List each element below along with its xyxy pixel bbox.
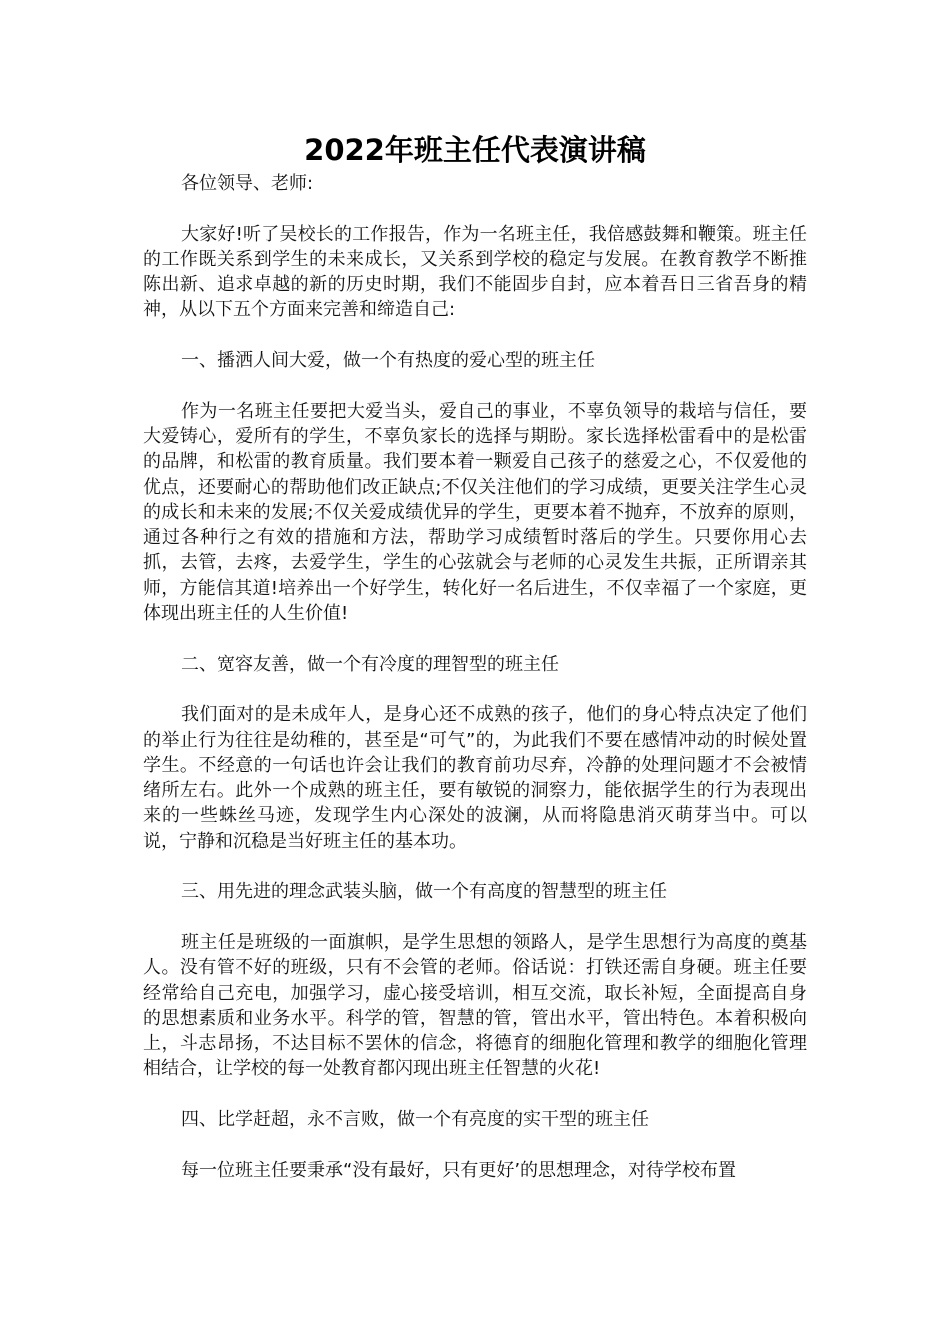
section-heading-4: 四、比学赶超，永不言败，做一个有亮度的实干型的班主任 bbox=[181, 1108, 649, 1130]
paragraph-intro: 大家好!听了吴校长的工作报告，作为一名班主任，我倍感鼓舞和鞭策。班主任的工作既关系到学生的未来成长，又关系到学校的稳定与发展。在教育教学不断推陈出新、追求卓越的新的历史时期，我们不能固步自封，应本着吾日三省吾身的精神，从以下五个方面来完善和缔造自己: bbox=[143, 223, 807, 321]
paragraph-gap bbox=[143, 677, 807, 702]
paragraph-gap bbox=[143, 323, 807, 348]
paragraph-gap bbox=[143, 196, 807, 221]
paragraph-gap bbox=[143, 626, 807, 651]
paragraph-section-2: 我们面对的是未成年人，是身心还不成熟的孩子，他们的身心特点决定了他们的举止行为往往是幼稚的，甚至是“可气”的，为此我们不要在感情冲动的时候处置学生。不经意的一句话也许会让我们的教育前功尽弃，冷静的处理问题才不会被情绪所左右。此外一个成熟的班主任，要有敏锐的洞察力，能依据学生的行为表现出来的一些蛛丝马迹，发现学生内心深处的波澜，从而将隐患消灭萌芽当中。可以说，宁静和沉稳是当好班主任的基本功。 bbox=[143, 704, 807, 852]
paragraph-gap bbox=[143, 854, 807, 879]
paragraph-section-3: 班主任是班级的一面旗帜，是学生思想的领路人，是学生思想行为高度的奠基人。没有管不好的班级，只有不会管的老师。俗话说：打铁还需自身硬。班主任要经常给自己充电，加强学习，虚心接受培训，相互交流，取长补短，全面提高自身的思想素质和业务水平。科学的管，智慧的管，管出水平，管出特色。本着积极向上，斗志昂扬，不达目标不罢休的信念，将德育的细胞化管理和教学的细胞化管理相结合，让学校的每一处教育都闪现出班主任智慧的火花! bbox=[143, 931, 807, 1080]
paragraph-section-1: 作为一名班主任要把大爱当头，爱自己的事业，不辜负领导的栽培与信任，要大爱铸心，爱所有的学生，不辜负家长的选择与期盼。家长选择松雷看中的是松雷的品牌，和松雷的教育质量。我们要本着一颗爱自己孩子的慈爱之心，不仅爱他的优点，还要耐心的帮助他们改正缺点;不仅关注他们的学习成绩，更要关注学生心灵的成长和未来的发展;不仅关爱成绩优异的学生，更要本着不抛弃，不放弃的原则，通过各种行之有效的措施和方法，帮助学习成绩暂时落后的学生。只要你用心去抓，去管，去疼，去爱学生，学生的心弦就会与老师的心灵发生共振，正所谓亲其师，方能信其道!培养出一个好学生，转化好一名后进生，不仅幸福了一个家庭，更体现出班主任的人生价值! bbox=[143, 400, 807, 625]
document-body bbox=[143, 171, 807, 1183]
document-title: 2022年班主任代表演讲稿 bbox=[304, 133, 646, 167]
section-heading-3: 三、用先进的理念武装头脑，做一个有高度的智慧型的班主任 bbox=[181, 881, 667, 903]
paragraph-gap bbox=[143, 1132, 807, 1157]
section-heading-2: 二、宽容友善，做一个有冷度的理智型的班主任 bbox=[181, 653, 559, 675]
paragraph-gap bbox=[143, 1082, 807, 1107]
greeting: 各位领导、老师: bbox=[181, 173, 314, 194]
paragraph-gap bbox=[143, 905, 807, 930]
section-heading-1: 一、播洒人间大爱，做一个有热度的爱心型的班主任 bbox=[181, 350, 595, 372]
paragraph-gap bbox=[143, 373, 807, 398]
paragraph-section-4: 每一位班主任要秉承“没有最好，只有更好’的思想理念，对待学校布置 bbox=[181, 1159, 737, 1181]
